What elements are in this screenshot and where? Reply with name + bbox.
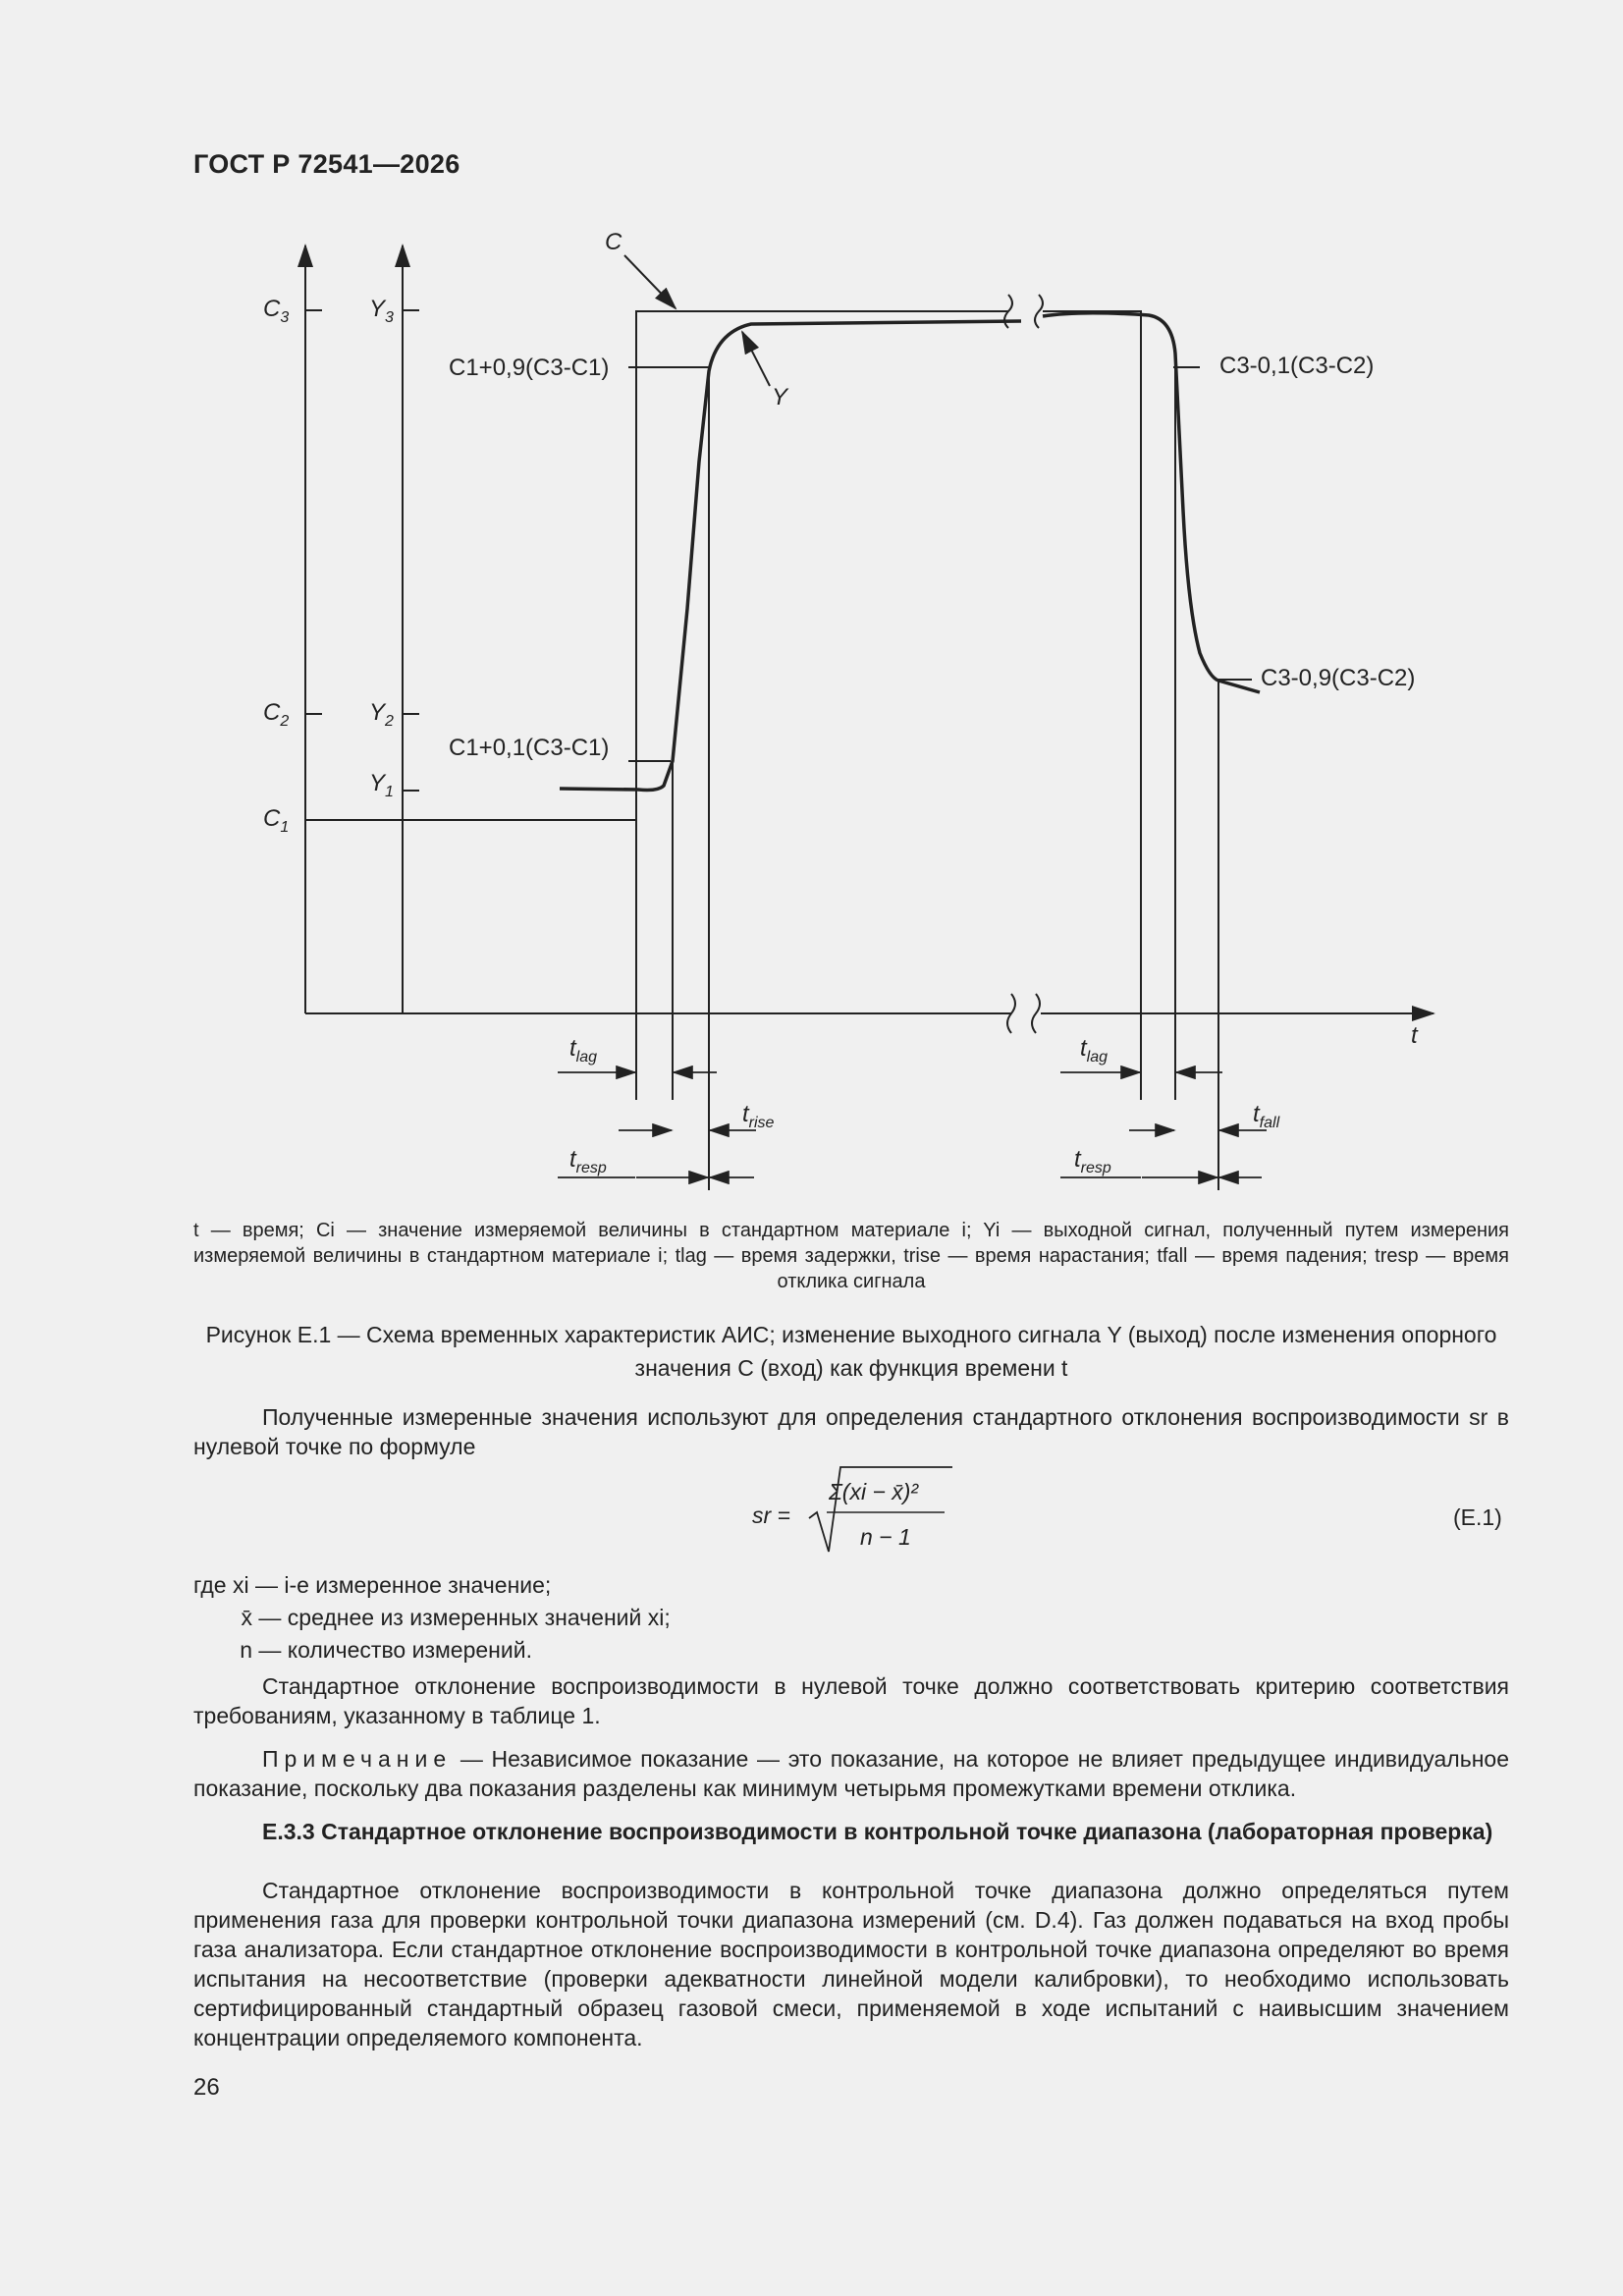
- label-curve-c: C: [605, 229, 622, 255]
- where-list: [193, 1569, 671, 1667]
- formula-numerator: Σ(xi − x̄)²: [829, 1479, 919, 1504]
- label-y1: $Y_1$: [369, 770, 394, 800]
- label-t-lag-2: $t_{lag}$: [1080, 1035, 1109, 1066]
- label-level-10-fall: C3-0,1(C3-C2): [1219, 353, 1375, 379]
- input-step-c: [636, 311, 1008, 1100]
- label-c2: $C_2$: [263, 699, 290, 730]
- paragraph-criterion: Стандартное отклонение воспроизводимости в нулевой точке должно соответствовать критерию соответствия требованиям, указанному в таблице 1.: [193, 1673, 1509, 1728]
- label-t-rise: $t_{rise}$: [742, 1101, 775, 1131]
- paragraph-section: Стандартное отклонение воспроизводимости в контрольной точке диапазона должно определяться путем применения газа для проверки контрольной точки диапазона измерений (см. D.4). Газ должен подаваться на вход пробы газа анализатора. Если стандартное отклонение воспроизводимости в контрольной точке диапазона определяют во время испытания на несоответствие (проверки адекватности линейной модели калибровки), то необходимо использовать сертифицированный стандартный образец газовой смеси, применяемой в ходе испытаний с наивысшим значением концентрации определяемого компонента.: [193, 1878, 1509, 2050]
- label-y2: $Y_2$: [369, 699, 394, 730]
- label-t-fall: $t_{fall}$: [1253, 1101, 1280, 1131]
- note: [193, 1744, 1509, 1803]
- page-number: 26: [193, 2074, 220, 2101]
- where-item: где xi — i-е измеренное значение;: [193, 1572, 552, 1598]
- note-text: — Независимое показание — это показание, на которое не влияет предыдущее индивидуальное показание, поскольку два показания разделены как минимум четырьмя промежутками времени отклика.: [193, 1746, 1509, 1801]
- where-item: n — количество измерений.: [240, 1637, 532, 1663]
- label-level-90-fall: C3-0,9(C3-C2): [1261, 665, 1416, 691]
- output-curve-y: [560, 313, 1260, 791]
- figure-legend: t — время; Ci — значение измеряемой величины в стандартном материале i; Yi — выходной сигнал, полученный путем измерения измеряемой величины в стандартном материале i; tlag — время задержки, trise — время нарастания; tfall — время падения; tresp — время отклика сигнала: [193, 1220, 1509, 1292]
- label-y3: $Y_3$: [369, 296, 394, 326]
- formula-denominator: n − 1: [860, 1524, 911, 1550]
- label-level-90-rise: C1+0,9(C3-C1): [449, 355, 610, 381]
- label-c1: $C_1$: [263, 805, 290, 836]
- label-t-axis: t: [1411, 1022, 1418, 1049]
- label-level-10-rise: C1+0,1(C3-C1): [449, 735, 610, 761]
- section-heading: E.3.3 Стандартное отклонение воспроизводимости в контрольной точке диапазона (лабораторная проверка): [262, 1819, 1493, 1844]
- label-curve-y: Y: [772, 384, 788, 410]
- where-item: x̄ — среднее из измеренных значений xi;: [241, 1605, 671, 1630]
- formula-number: (E.1): [1453, 1504, 1502, 1530]
- note-label: Примечание: [262, 1746, 453, 1772]
- document-header: ГОСТ Р 72541—2026: [193, 149, 460, 179]
- label-t-resp-2: $t_{resp}$: [1074, 1146, 1111, 1176]
- label-t-lag-1: $t_{lag}$: [569, 1035, 598, 1066]
- formula-lhs: sr =: [752, 1503, 790, 1528]
- label-c3: $C_3$: [263, 296, 290, 326]
- label-t-resp-1: $t_{resp}$: [569, 1146, 607, 1176]
- paragraph-intro: Полученные измеренные значения используют для определения стандартного отклонения воспроизводимости sr в нулевой точке по формуле: [193, 1404, 1509, 1459]
- figure-caption: Рисунок E.1 — Схема временных характеристик АИС; изменение выходного сигнала Y (выход) после изменения опорного значения C (вход) как функция времени t: [205, 1322, 1497, 1381]
